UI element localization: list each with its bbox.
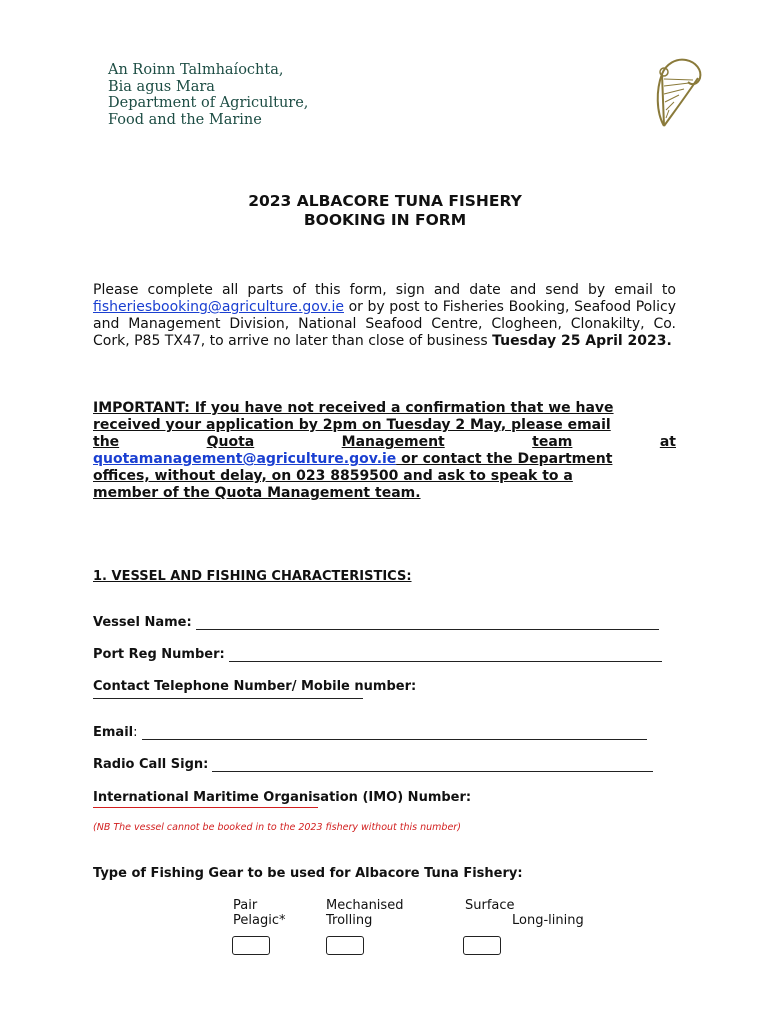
email-field [93, 725, 647, 740]
imo-input-line[interactable] [93, 807, 318, 808]
imo-note: (NB The vessel cannot be booked in to the 2023 fishery without this number) [93, 822, 461, 833]
important-word: at [659, 434, 676, 450]
intro-deadline: Tuesday 25 April 2023. [492, 333, 672, 349]
mechanised-trolling-label-line-1: Mechanised [326, 898, 404, 913]
intro-text-1: Please complete all parts of this form, sign and date and send by email to [93, 282, 676, 298]
logo-line-2: Bia agus Mara [108, 78, 215, 95]
pair-pelagic-label-line-2: Pelagic* [233, 913, 286, 928]
port-reg-input-line[interactable] [229, 649, 662, 662]
logo-line-1: An Roinn Talmhaíochta, [108, 62, 284, 78]
logo-line-4: Food and the Marine [108, 111, 262, 128]
phone-label: Contact Telephone Number/ Mobile number: [93, 679, 417, 694]
important-line-4 [93, 451, 676, 468]
phone-input-line[interactable] [93, 698, 363, 699]
important-line-2: received your application by 2pm on Tuesday 2 May, please email [93, 417, 611, 433]
email-colon: : [133, 725, 138, 740]
surface-longlining-label-line-2: Long-lining [512, 913, 584, 928]
important-word: team [532, 434, 573, 450]
important-line-5: offices, without delay, on 023 8859500 and ask to speak to a [93, 468, 573, 484]
vessel-name-field [93, 615, 659, 630]
imo-label: International Maritime Organisation (IMO) Number: [93, 790, 472, 805]
vessel-name-input-line[interactable] [196, 617, 659, 630]
vessel-name-label: Vessel Name: [93, 615, 192, 630]
important-line-6: member of the Quota Management team. [93, 485, 421, 501]
quota-management-email-link[interactable]: quotamanagement@agriculture.gov.ie [93, 451, 397, 467]
form-title-line-1: 2023 ALBACORE TUNA FISHERY [248, 192, 522, 210]
form-title-line-2: BOOKING IN FORM [303, 211, 467, 229]
surface-longlining-label-line-1: Surface [465, 898, 515, 913]
surface-longlining-checkbox[interactable] [463, 936, 501, 955]
important-word: Management [341, 434, 445, 450]
important-word: Quota [206, 434, 255, 450]
important-word: the [93, 434, 120, 450]
surface-longlining-label [465, 898, 584, 928]
important-line-1: IMPORTANT: If you have not received a confirmation that we have [93, 400, 614, 416]
intro-paragraph [93, 282, 676, 350]
imo-field-label-row [93, 790, 471, 805]
section-1-heading: 1. VESSEL AND FISHING CHARACTERISTICS: [93, 569, 412, 584]
mechanised-trolling-label [326, 898, 403, 928]
pair-pelagic-label [233, 898, 285, 928]
pair-pelagic-label-line-1: Pair [233, 898, 258, 913]
department-logo-text [108, 62, 308, 128]
important-notice [93, 400, 676, 502]
radio-call-sign-field [93, 757, 653, 772]
form-title [0, 192, 770, 230]
mechanised-trolling-label-line-2: Trolling [326, 913, 373, 928]
important-line-4-rest: or contact the Department [396, 451, 613, 467]
important-line-3 [93, 434, 676, 451]
port-reg-label: Port Reg Number: [93, 647, 225, 662]
email-label: Email [93, 725, 134, 740]
intro-text-2: or by post to Fisheries Booking, Seafood Policy and Management Division, National Seafood Centre, Clogheen, Clonakilty, Co. Cork, P85 TX47, to arrive no later than close of business [93, 299, 676, 349]
pair-pelagic-checkbox[interactable] [232, 936, 270, 955]
fisheries-booking-email-link[interactable]: fisheriesbooking@agriculture.gov.ie [93, 299, 344, 315]
radio-call-sign-input-line[interactable] [212, 759, 653, 772]
harp-icon [650, 52, 708, 132]
radio-call-sign-label: Radio Call Sign: [93, 757, 209, 772]
mechanised-trolling-checkbox[interactable] [326, 936, 364, 955]
gear-type-heading: Type of Fishing Gear to be used for Albacore Tuna Fishery: [93, 866, 523, 881]
port-reg-field [93, 647, 662, 662]
email-input-line[interactable] [142, 727, 647, 740]
phone-field-label-row [93, 679, 416, 694]
logo-line-3: Department of Agriculture, [108, 95, 309, 111]
